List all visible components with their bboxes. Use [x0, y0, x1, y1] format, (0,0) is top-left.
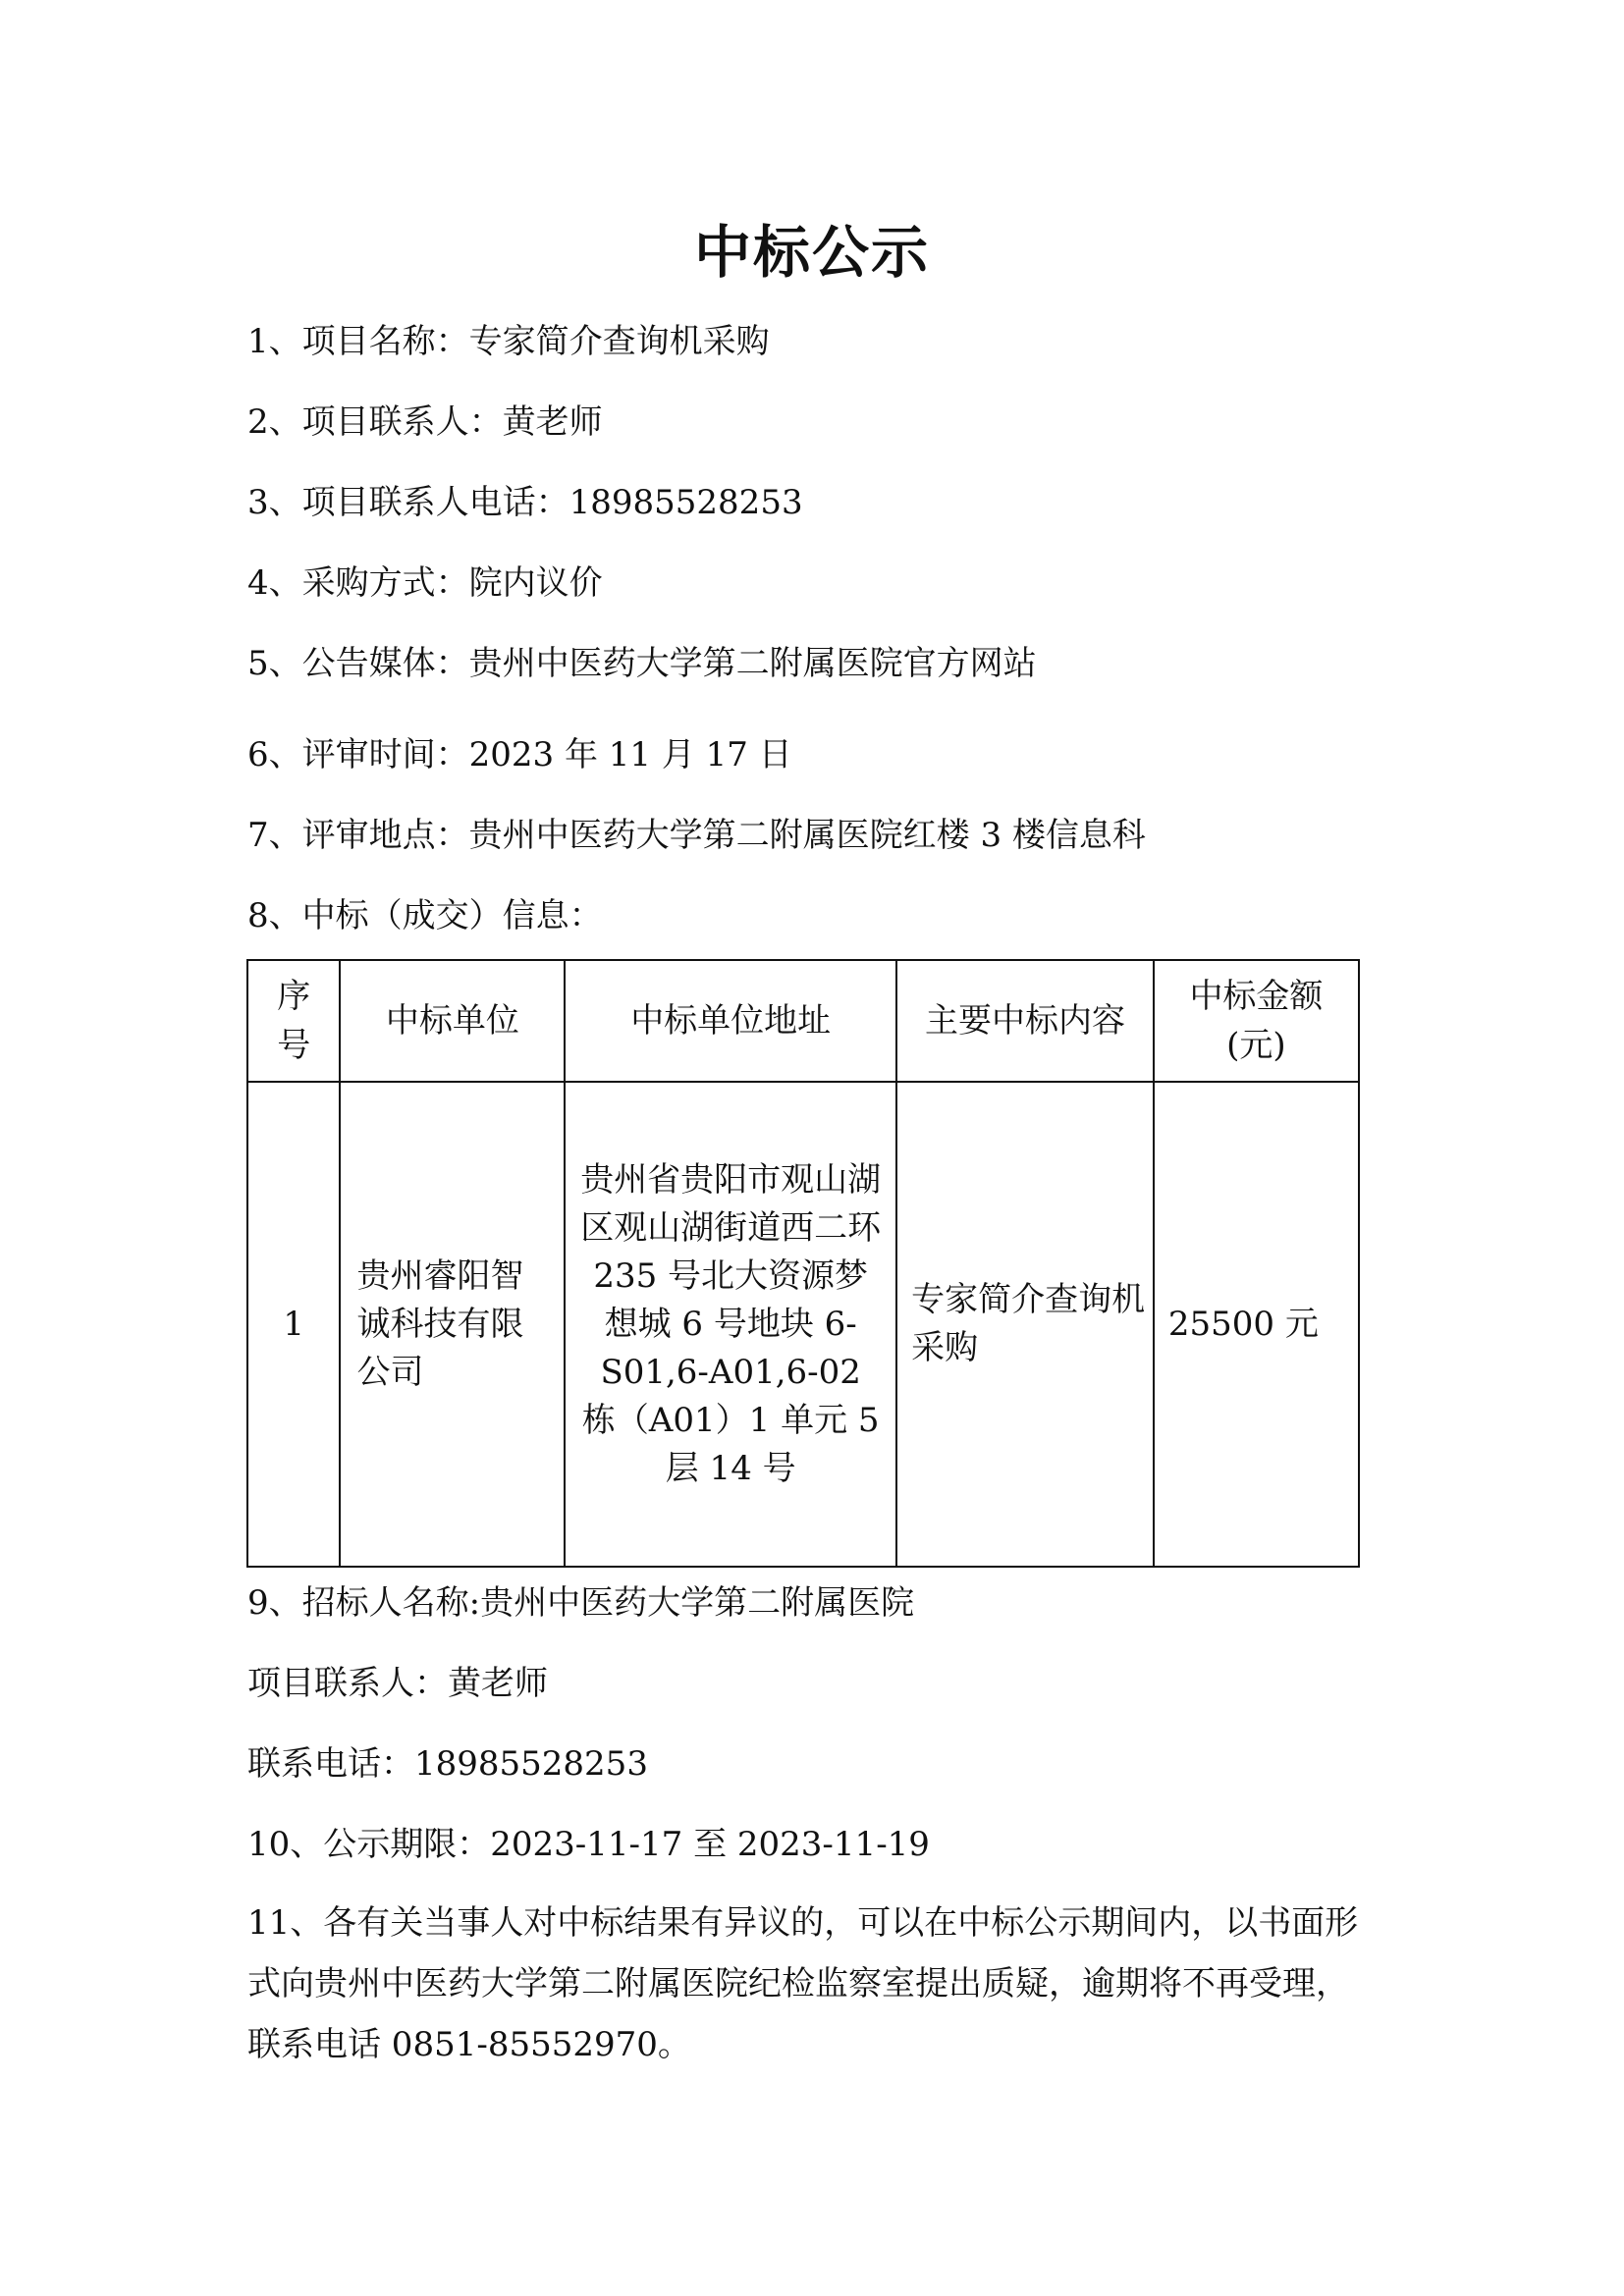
item-review-time: 6、评审时间：2023 年 11 月 17 日 — [247, 735, 792, 774]
header-seq: 序 号 — [247, 960, 340, 1082]
item-project-contact: 2、项目联系人：黄老师 — [247, 402, 603, 442]
item-objection-notice: 11、各有关当事人对中标结果有异议的，可以在中标公示期间内，以书面形式向贵州中医药大学第二附属医院纪检监察室提出质疑，逾期将不再受理，联系电话 0851-85552970。 — [247, 1903, 1359, 2064]
item-announcement-media: 5、公告媒体：贵州中医药大学第二附属医院官方网站 — [247, 644, 1037, 683]
item-tenderer-name: 9、招标人名称:贵州中医药大学第二附属医院 — [247, 1583, 915, 1623]
cell-content: 专家简介查询机采购 — [896, 1082, 1154, 1567]
cell-seq: 1 — [247, 1082, 340, 1567]
header-amount: 中标金额 (元) — [1154, 960, 1359, 1082]
cell-amount: 25500 元 — [1154, 1082, 1359, 1567]
item-project-name: 1、项目名称：专家简介查询机采购 — [247, 322, 770, 361]
footer-project-contact: 项目联系人：黄老师 — [247, 1664, 548, 1703]
award-table — [246, 959, 1360, 1568]
table-header-row — [247, 960, 1359, 1082]
item-publicity-period: 10、公示期限：2023-11-17 至 2023-11-19 — [247, 1825, 930, 1864]
item-review-location: 7、评审地点：贵州中医药大学第二附属医院红楼 3 楼信息科 — [247, 816, 1146, 855]
header-address: 中标单位地址 — [565, 960, 896, 1082]
item-procurement-method: 4、采购方式：院内议价 — [247, 563, 603, 603]
cell-address: 贵州省贵阳市观山湖区观山湖街道西二环 235 号北大资源梦想城 6 号地块 6-S01,6-A01,6-02 栋（A01）1 单元 5 层 14 号 — [565, 1082, 896, 1567]
item-contact-phone: 3、项目联系人电话：18985528253 — [247, 483, 803, 522]
footer-contact-phone: 联系电话：18985528253 — [247, 1744, 648, 1784]
header-content: 主要中标内容 — [896, 960, 1154, 1082]
page-title: 中标公示 — [693, 219, 930, 286]
item-award-info: 8、中标（成交）信息： — [247, 896, 603, 935]
cell-company: 贵州睿阳智诚科技有限公司 — [340, 1082, 565, 1567]
table-row — [247, 1082, 1359, 1567]
header-company: 中标单位 — [340, 960, 565, 1082]
